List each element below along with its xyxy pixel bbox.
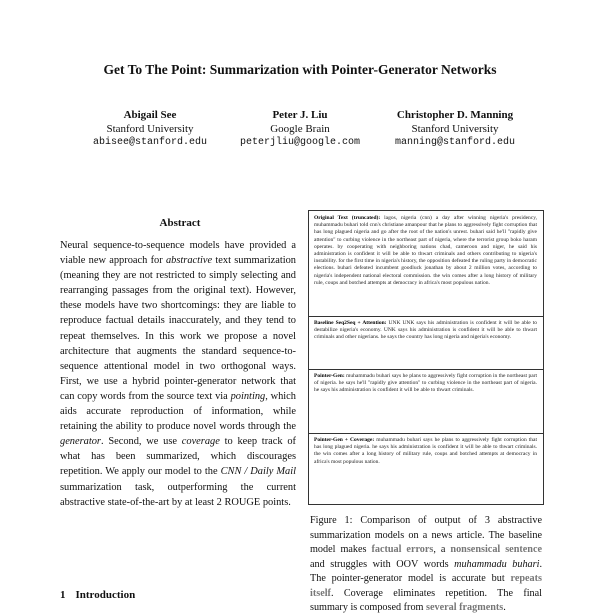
pointer-gen-block: Pointer-Gen: muhammadu buhari says he plans to aggressively fight corruption in the northeast part of nigeria. he says he'll "rapidly give attention" to curbing violence in the northeast part of nigeria. he says his administration is confident it will be able to thwart criminals. [314,373,537,394]
author-name: Abigail See [123,109,177,121]
author-email: abisee@stanford.edu [92,137,208,148]
section-heading: 1 Introduction [60,589,136,601]
author-name: Christopher D. Manning [396,109,514,121]
author-affiliation: Stanford University [106,123,194,135]
original-text-block: Original Text (truncated): lagos, nigeria (cnn) a day after winning nigeria's presidency, muhammadu buhari told cnn's christiane amanpour that he plans to aggressively fight corruption that has long plagued nigeria and go after the root of the nation's unrest. buhari said he'll "rapidly give attention" to curbing violence in the northeast part of nigeria, where the terrorist group boko haram operates. by cooperating with neighboring nations chad, cameroon and niger, he said his administration is confident it will be able to thwart criminals and others contributing to nigeria's instability. for the first time in nigeria's history, the opposition defeated the ruling party in democratic elections. buhari defeated incumbent goodluck jonathan by about 2 million votes, according to nigeria's independent national electoral commission. the win comes after a long history of military rule, coups and botched attempts at democracy in africa's most populous nation. [314,215,537,286]
divider [309,369,543,370]
author-email: peterjliu@google.com [239,137,361,148]
divider [309,316,543,317]
author-3 [360,108,550,150]
figure-caption: Figure 1: Comparison of output of 3 abstractive summarization models on a news article. The baseline model makes factual errors, a nonsensical sentence and struggles with OOV words muhammadu buhari. The pointer-generator model is accurate but repeats itself. Coverage eliminates repetition. The final summary is composed from several fragments. [310,515,542,613]
abstract-heading: Abstract [159,217,201,229]
author-name: Peter J. Liu [272,109,328,121]
author-email: manning@stanford.edu [394,137,516,148]
author-affiliation: Stanford University [411,123,499,135]
abstract-body: Neural sequence-to-sequence models have provided a viable new approach for abstractive text summarization (meaning they are not restricted to simply selecting and rearranging passages from the original text). However, these models have two shortcomings: they are liable to reproduce factual details inaccurately, and they tend to repeat themselves. In this work we propose a novel architecture that augments the standard sequence-to-sequence attentional model in two orthogonal ways. First, we use a hybrid pointer-generator network that can copy words from the source text via pointing, which aids accurate reproduction of information, while retaining the ability to produce novel words through the generator. Second, we use coverage to keep track of what has been summarized, which discourages repetition. We apply our model to the CNN / Daily Mail summarization task, outperforming the current abstractive state-of-the-art by at least 2 ROUGE points. [60,240,296,508]
paper-title: Get To The Point: Summarization with Pointer-Generator Networks [103,62,497,77]
author-affiliation: Google Brain [270,123,330,135]
baseline-block: Baseline Seq2Seq + Attention: UNK UNK says his administration is confident it will be able to destabilize nigeria's economy. UNK says his administration is confident it will be able to thwart criminals and other nigerians. he says the country has long nigeria and nigeria's economy. [314,320,537,341]
figure-1-box [308,210,544,505]
author-1 [60,108,240,150]
divider [309,433,543,434]
coverage-block: Pointer-Gen + Coverage: muhammadu buhari says he plans to aggressively fight corruption that has long plagued nigeria. he says his administration is confident it will be able to thwart criminals. the win comes after a long history of military rule, coups and botched attempts at democracy in africa's most populous nation. [314,437,537,465]
